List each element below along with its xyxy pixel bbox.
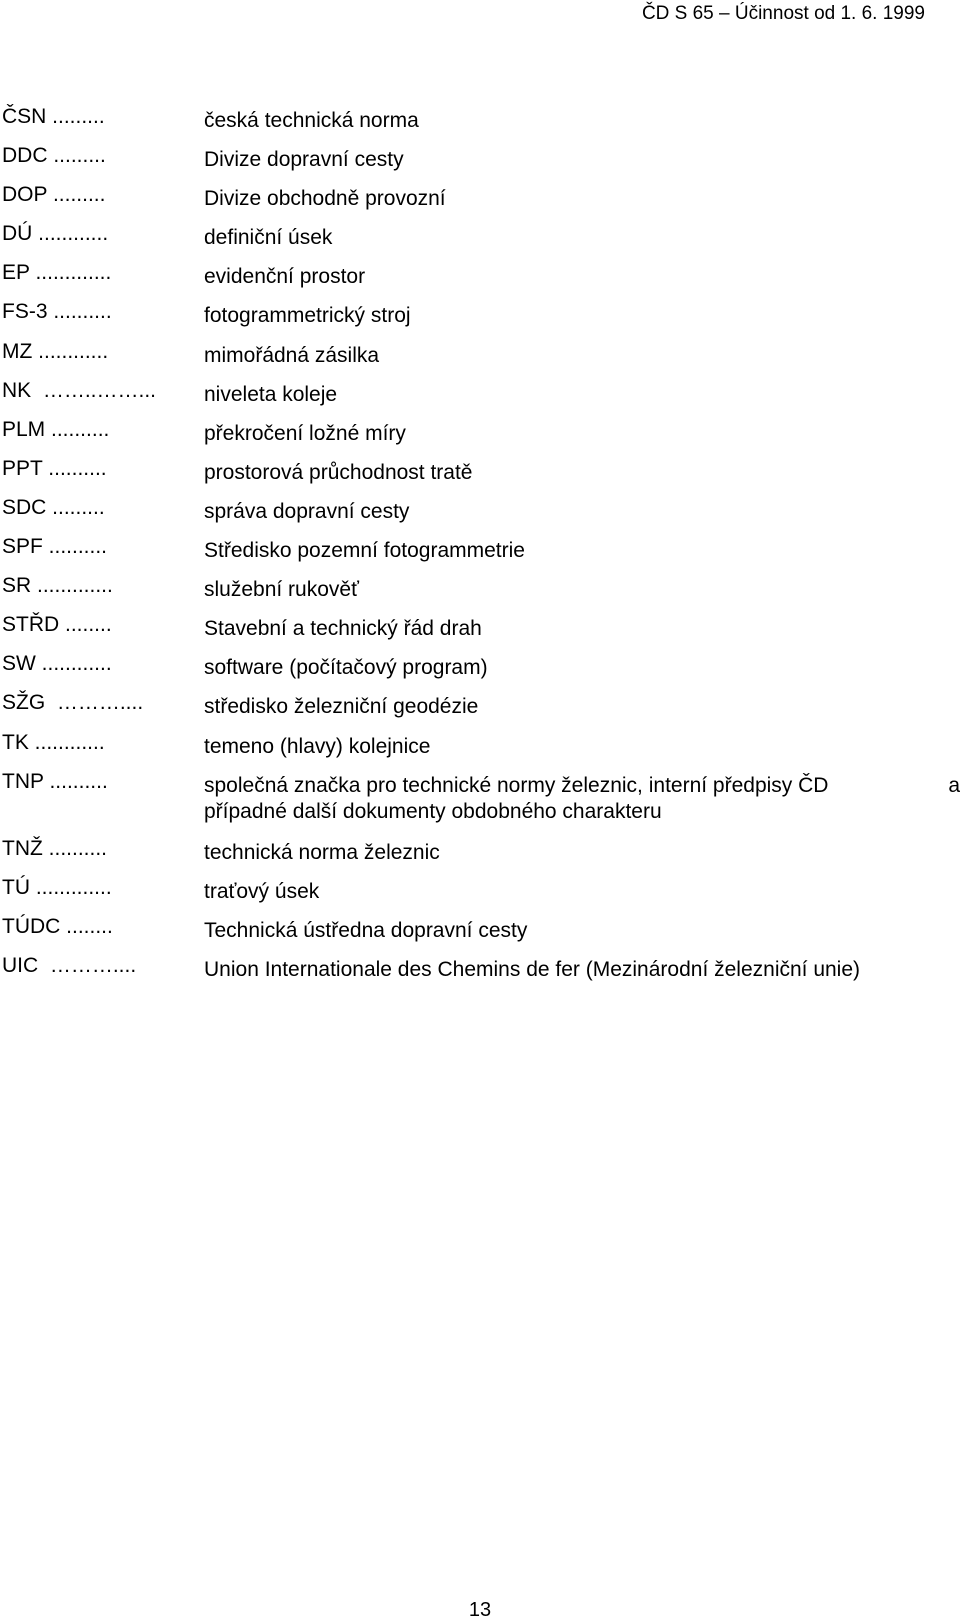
abbreviation-definition-tail: a (948, 773, 960, 797)
abbreviation-definition: překročení ložné míry (204, 421, 406, 445)
abbreviation-row (2, 769, 960, 836)
abbreviation-row (2, 456, 960, 495)
abbreviation-term: ČSN ......... (2, 105, 105, 128)
abbreviation-term: UIC ……….... (2, 953, 137, 977)
abbreviation-term: MZ ............ (2, 339, 109, 363)
abbreviation-term: PPT .......... (2, 456, 107, 480)
abbreviation-definition: služební rukověť (204, 578, 359, 602)
abbreviation-row (2, 260, 960, 299)
abbreviation-list (2, 104, 960, 992)
abbreviation-term: DOP ......... (2, 183, 106, 207)
abbreviation-term: SDC ......... (2, 495, 105, 519)
abbreviation-term: NK ……..……... (2, 378, 157, 402)
abbreviation-row (2, 875, 960, 914)
abbreviation-definition: fotogrammetrický stroj (204, 304, 411, 328)
abbreviation-term: TÚDC ........ (2, 914, 113, 938)
abbreviation-term: SW ............ (2, 652, 112, 676)
abbreviation-row (2, 534, 960, 573)
abbreviation-term: SŽG ……….... (2, 691, 144, 715)
abbreviation-definition: středisko železniční geodézie (204, 695, 479, 719)
abbreviation-term: EP ............. (2, 261, 112, 285)
abbreviation-definition: technická norma železnic (204, 840, 440, 864)
abbreviation-definition: česká technická norma (204, 109, 419, 132)
abbreviation-term: TNP .......... (2, 769, 108, 793)
abbreviation-row (2, 417, 960, 456)
abbreviation-row (2, 651, 960, 690)
abbreviation-definition: Stavební a technický řád drah (204, 617, 482, 641)
abbreviation-definition: správa dopravní cesty (204, 499, 410, 523)
abbreviation-row (2, 573, 960, 612)
abbreviation-definition: Divize obchodně provozní (204, 187, 446, 211)
abbreviation-row (2, 182, 960, 221)
abbreviation-term: DDC ......... (2, 144, 106, 168)
abbreviation-term: TÚ ............. (2, 875, 112, 899)
abbreviation-definition: software (počítačový program) (204, 656, 488, 680)
abbreviation-row (2, 221, 960, 260)
abbreviation-row (2, 143, 960, 182)
abbreviation-row (2, 612, 960, 651)
abbreviation-definition: prostorová průchodnost tratě (204, 460, 473, 484)
abbreviation-definition: definiční úsek (204, 226, 333, 250)
abbreviation-term: SPF .......... (2, 535, 108, 559)
abbreviation-row (2, 104, 960, 143)
abbreviation-definition: evidenční prostor (204, 265, 366, 289)
page-number: 13 (468, 1599, 492, 1621)
abbreviation-term: STŘD ........ (2, 613, 112, 637)
abbreviation-row (2, 690, 960, 729)
abbreviation-definition: mimořádná zásilka (204, 343, 380, 367)
abbreviation-row (2, 836, 960, 875)
abbreviation-definition: Technická ústředna dopravní cesty (204, 918, 528, 942)
abbreviation-row (2, 339, 960, 378)
abbreviation-row (2, 730, 960, 769)
abbreviation-definition: Divize dopravní cesty (204, 148, 404, 172)
abbreviation-row (2, 914, 960, 953)
abbreviation-row (2, 953, 960, 992)
abbreviation-definition: traťový úsek (204, 879, 320, 903)
abbreviation-definition-line1: společná značka pro technické normy železnic, interní předpisy ČD (204, 773, 829, 797)
abbreviation-row (2, 495, 960, 534)
abbreviation-term: FS-3 .......... (2, 300, 112, 324)
abbreviation-definition: Středisko pozemní fotogrammetrie (204, 539, 525, 563)
abbreviation-term: TK ............ (2, 730, 105, 754)
abbreviation-term: TNŽ .......... (2, 836, 107, 860)
abbreviation-row (2, 378, 960, 417)
abbreviation-definition: niveleta koleje (204, 382, 338, 406)
page-header: ČD S 65 – Účinnost od 1. 6. 1999 (641, 3, 925, 24)
abbreviation-definition: temeno (hlavy) kolejnice (204, 734, 431, 758)
abbreviation-definition (204, 773, 904, 825)
abbreviation-definition-line2: případné další dokumenty obdobného charakteru (204, 799, 662, 823)
abbreviation-row (2, 299, 960, 338)
abbreviation-term: PLM .......... (2, 417, 110, 441)
abbreviation-term: SR ............. (2, 574, 113, 598)
abbreviation-definition: Union Internationale des Chemins de fer (Mezinárodní železniční unie) (204, 957, 861, 981)
abbreviation-term: DÚ ............ (2, 222, 109, 246)
